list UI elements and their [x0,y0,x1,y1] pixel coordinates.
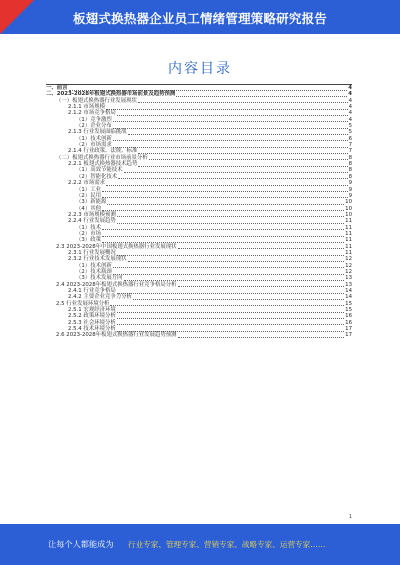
toc-entry-page: 12 [345,268,352,275]
toc-dot-leader [128,129,348,135]
toc-entry-page: 8 [348,154,352,161]
toc-dot-leader [117,212,344,218]
toc-entry-text: （1）竞争激烈 [76,116,112,123]
toc-entry-text: 2.3 2023-2028年中国板翅式换热器行业发展现状 [56,243,177,250]
toc-entry-page: 10 [345,199,352,206]
toc-entry[interactable] [46,332,352,338]
toc-dot-leader [117,110,348,116]
toc-entry-text: （2）技术瓶颈 [76,268,112,275]
toc-entry-text: 2.2.2 市场需求 [68,180,105,187]
toc-dot-leader [149,155,348,161]
toc-entry-text: 2.2.1 板翅式换热器技术趋势 [68,161,138,168]
toc-entry-page: 9 [348,192,352,199]
toc-entry-text: （2）市场需求 [76,142,112,149]
toc-dot-leader [69,85,348,91]
toc-dot-leader [102,193,348,199]
toc-dot-leader [138,98,348,104]
toc-entry-page: 4 [348,116,352,123]
toc-entry-text: （1）技术创新 [76,135,112,142]
toc-entry-text: （2）企业分布 [76,123,112,130]
toc-entry-text: 2.5 行业发展环境分析 [56,300,110,307]
toc-entry-page: 15 [345,300,352,307]
toc-entry-page: 5 [348,123,352,130]
toc-entry-text: 二、2023-2028年板翅式换热器市场前景及趋势预测 [46,91,176,98]
footer-slogan: 让每个人都能成为 [48,539,114,549]
toc-entry-text: （1）工业 [76,186,101,193]
toc-entry-text: （3）新能源 [76,199,107,206]
toc-entry-text: （4）其他 [76,205,101,212]
toc-entry-page: 15 [345,307,352,314]
toc-entry-text: 2.1.1 市场规模 [68,104,105,111]
toc-entry-text: 2.6 2023-2028年板翅式换热器行业发展趋势预测 [56,332,177,339]
toc-dot-leader [110,301,344,307]
toc-entry-text: （二）板翅式换热器行业市场前景分析 [56,154,148,161]
toc-entry-page: 17 [345,332,352,339]
toc-dot-leader [117,250,344,256]
toc-entry-page: 13 [345,275,352,282]
toc-entry-page: 11 [345,237,352,244]
toc-entry-page: 9 [348,186,352,193]
toc-entry-page: 8 [348,167,352,174]
toc-dot-leader [178,244,345,250]
toc-entry-page: 6 [348,135,352,142]
toc-entry-page: 8 [348,173,352,180]
toc-dot-leader [113,263,344,269]
toc-entry-page: 5 [348,129,352,136]
toc-entry-page: 8 [348,161,352,168]
toc-entry-page: 14 [345,288,352,294]
toc-entry-text: 2.3.2 行业技术发展现状 [68,256,127,263]
toc-entry-page: 13 [345,281,352,288]
toc-entry-text: （3）政策 [76,237,101,244]
toc-entry-text: 一、前言 [46,85,68,91]
toc-entry-text: 2.3.1 行业发展概况 [68,249,116,256]
toc-entry-page: 12 [345,262,352,269]
toc-entry-page: 11 [345,230,352,237]
toc-entry-page: 9 [348,180,352,187]
toc-dot-leader [117,288,344,294]
toc-dot-leader [107,199,344,205]
toc-dot-leader [113,136,348,142]
page-number: 1 [348,514,352,520]
toc-dot-leader [118,174,347,180]
toc-entry-page: 16 [345,313,352,320]
toc-entry-page: 7 [348,148,352,155]
toc-dot-leader [124,275,345,281]
toc-entry-page: 4 [348,110,352,117]
toc-entry-page: 4 [348,97,352,104]
toc-entry-text: 2.5.2 政策环境分析 [68,313,116,320]
toc-entry-page: 14 [345,294,352,301]
toc-entry-text: 2.1.3 行业发展面临挑战 [68,129,127,136]
report-title: 板翅式换热器企业员工情绪管理策略研究报告 [72,11,327,26]
toc-dot-leader [124,167,348,173]
toc-entry-page: 11 [345,249,352,256]
toc-dot-leader [106,104,348,110]
toc-entry-text: 2.2.3 市场规模预测 [68,211,116,218]
toc-dot-leader [117,320,344,326]
toc-entry-page: 12 [345,256,352,263]
toc-entry-text: （2）智能化技术 [76,173,118,180]
toc-dot-leader [178,332,345,338]
toc-dot-leader [138,148,347,154]
footer-roles: 行业专家、管理专家、营销专家、战略专家、运营专家…… [128,540,326,549]
toc-dot-leader [117,218,344,224]
toc-entry-text: （1）技术创新 [76,262,112,269]
toc-entry-page: 10 [345,211,352,218]
toc-dot-leader [102,206,344,212]
toc-dot-leader [102,237,344,243]
toc-dot-leader [102,231,344,237]
toc-entry-text: 2.5.4 技术环境分析 [68,326,116,333]
toc-entry-page: 16 [345,319,352,326]
toc-entry-text: 2.2.4 行业发展趋势 [68,218,116,225]
toc-entry-text: 2.1.2 市场竞争格局 [68,110,116,117]
toc-dot-leader [176,91,347,97]
toc-entry-page: 4 [348,91,352,98]
toc-dot-leader [133,294,344,300]
toc-dot-leader [113,117,348,123]
toc-entry-page: 7 [348,142,352,149]
toc-entry-page: 11 [345,224,352,231]
toc-dot-leader [102,225,344,231]
header-band [0,0,400,34]
toc-entry-page: 4 [348,85,352,91]
toc-entry-text: （3）技术发展方向 [76,275,123,282]
toc-entry-text: 2.4.1 行业竞争格局 [68,288,116,294]
table-of-contents [46,84,352,339]
toc-dot-leader [128,256,345,262]
toc-entry-text: 2.5.1 宏观经济环境 [68,307,116,314]
toc-dot-leader [113,269,344,275]
toc-dot-leader [117,326,344,332]
toc-entry-text: 2.4.2 主要企业竞争力分析 [68,294,132,301]
toc-entry-text: （1）技术 [76,224,101,231]
toc-entry-page: 10 [345,205,352,212]
toc-dot-leader [113,123,348,129]
toc-heading: 内容目录 [168,61,232,77]
toc-entry-page: 17 [345,326,352,333]
footer-band [0,524,400,565]
toc-entry-page: 4 [348,104,352,111]
toc-entry-text: 2.5.3 社会环境分析 [68,319,116,326]
toc-dot-leader [102,187,348,193]
toc-entry-page: 11 [345,218,352,225]
toc-dot-leader [138,161,347,167]
toc-dot-leader [113,142,348,148]
toc-dot-leader [117,307,344,313]
toc-dot-leader [117,313,344,319]
toc-entry-page: 11 [345,243,352,250]
toc-dot-leader [106,180,348,186]
toc-entry-text: （2）民用 [76,192,101,199]
toc-entry-text: 2.1.4 行业政策、法规、标准 [68,148,138,155]
toc-entry-text: （1）高效节能技术 [76,167,123,174]
toc-entry-text: （2）市场 [76,230,101,237]
toc-dot-leader [178,282,345,288]
toc-entry-text: 2.4 2023-2028年板翅式换热器行业竞争格局分析 [56,281,177,288]
toc-entry-text: （一）板翅式换热器行业发展现状 [56,97,137,104]
